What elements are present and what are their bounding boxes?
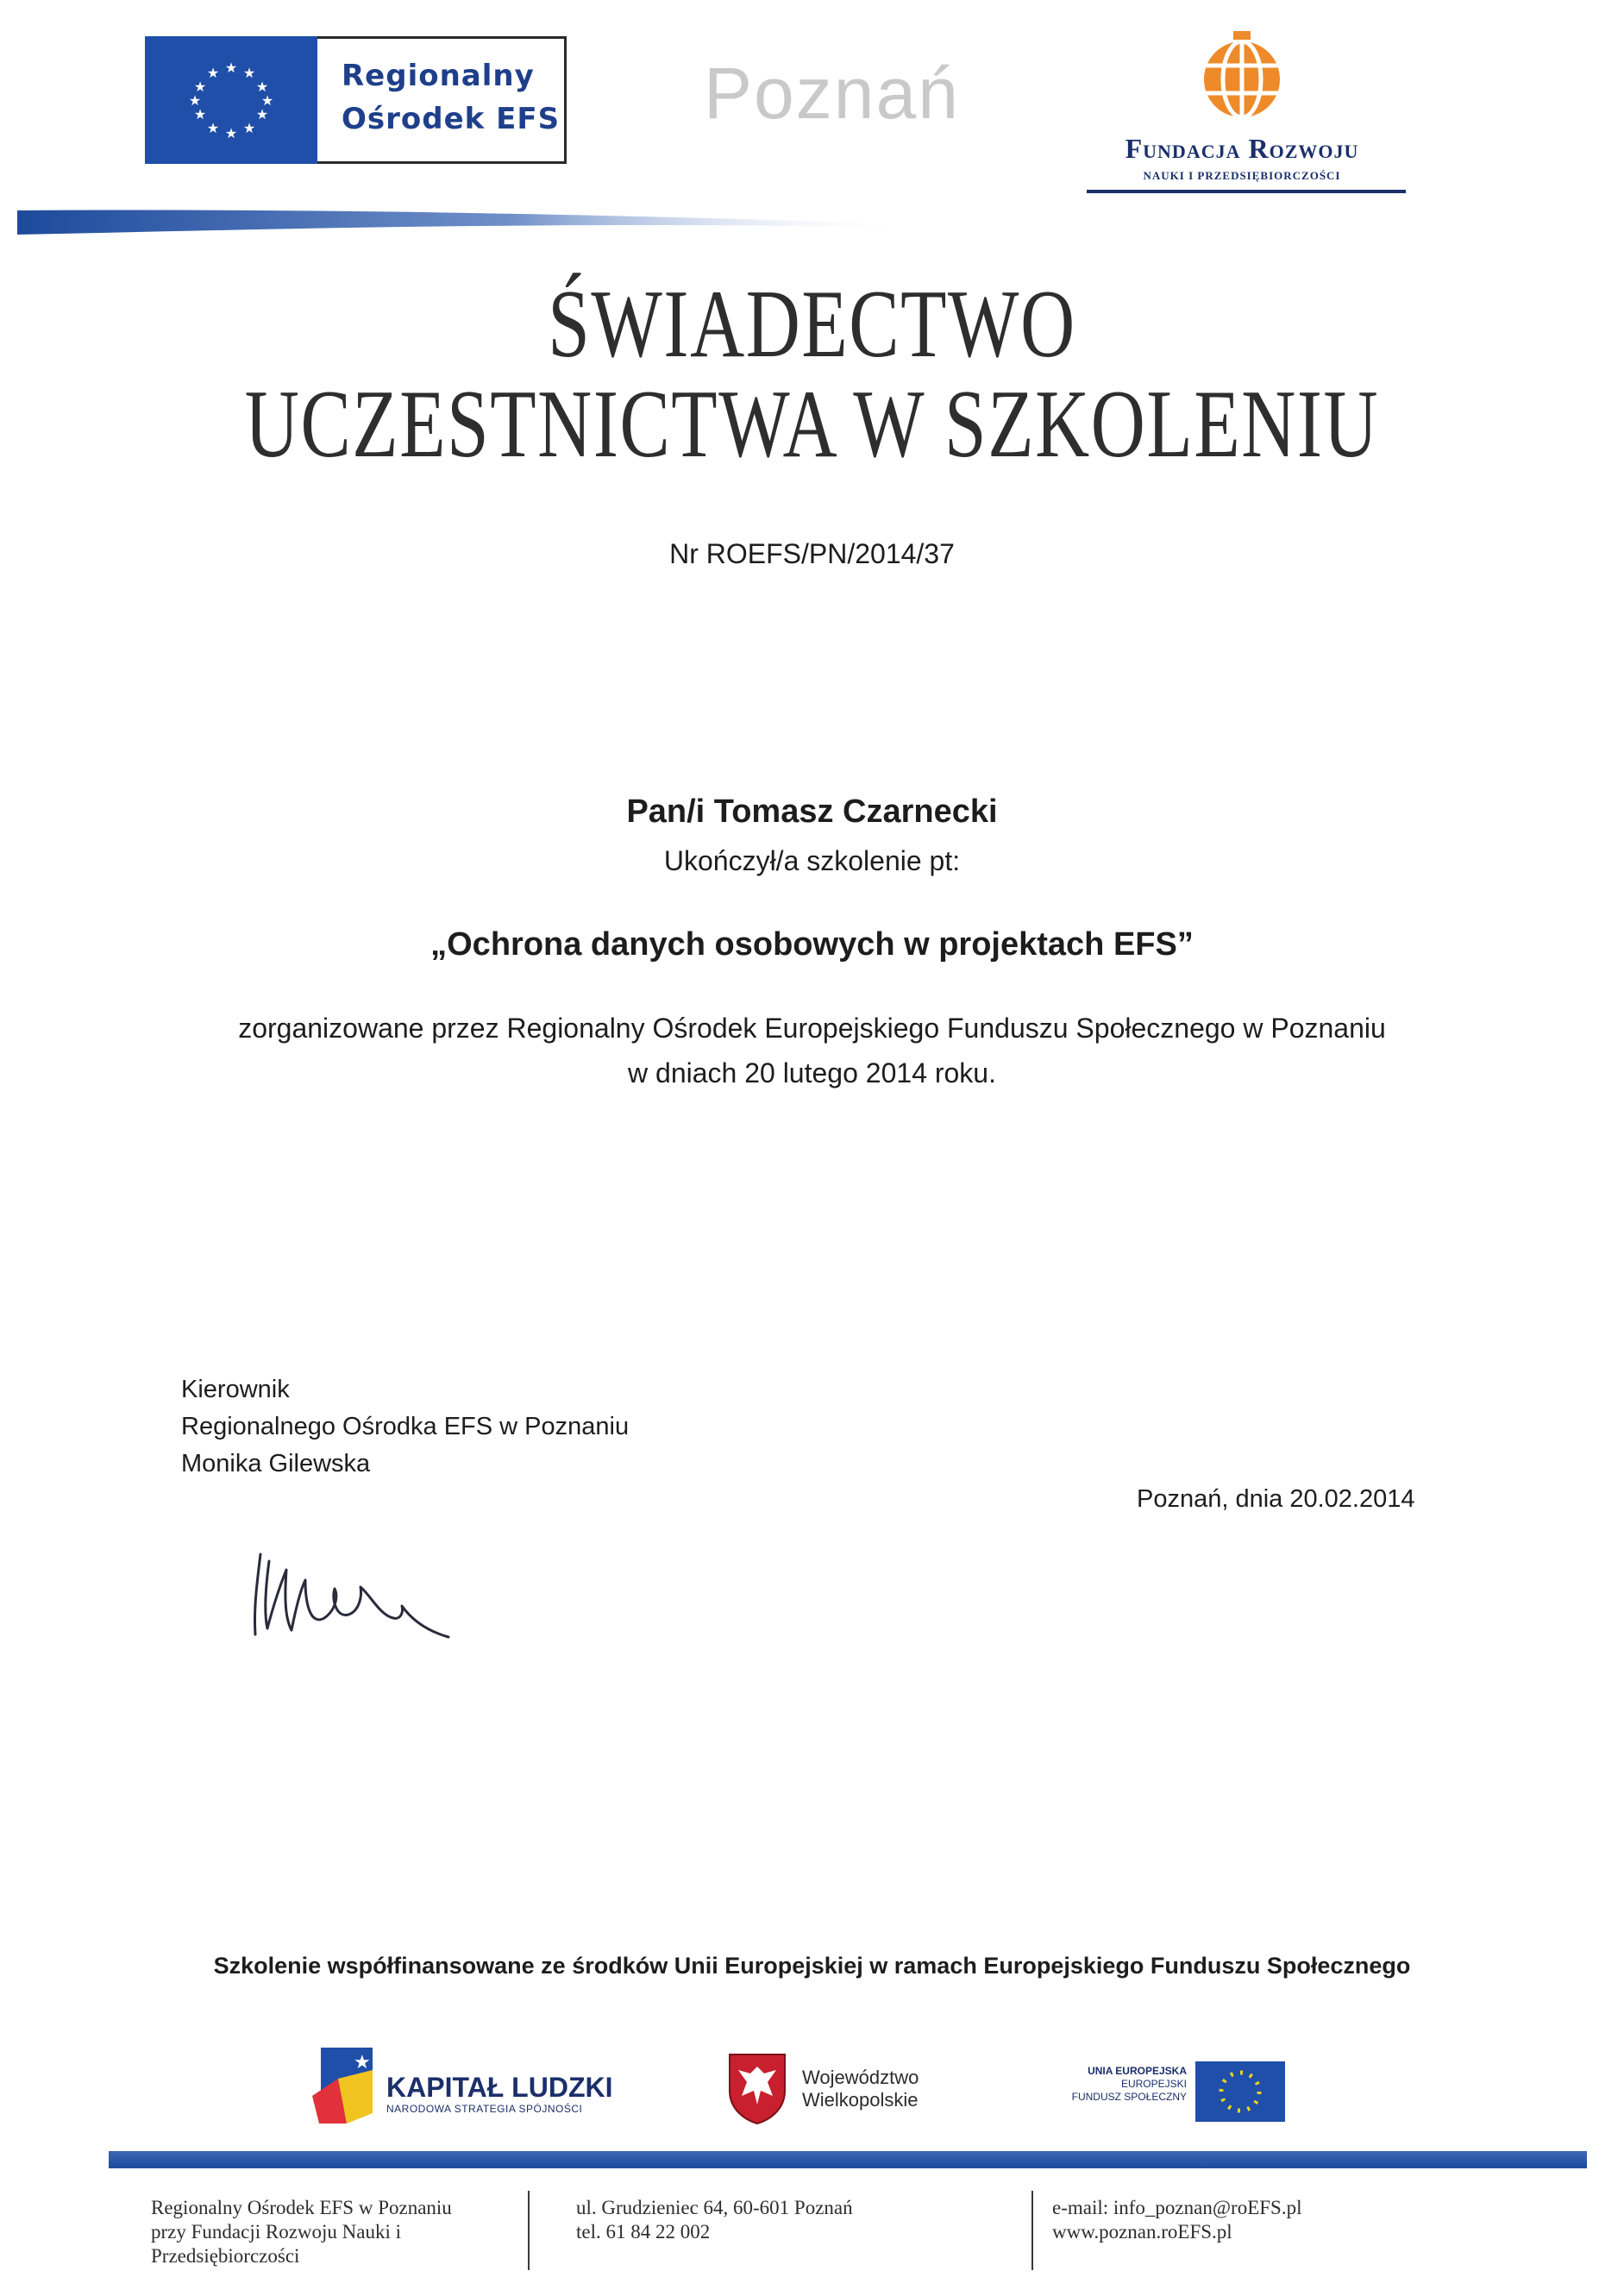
footer-email: e-mail: info_poznan@roEFS.pl xyxy=(1052,2197,1302,2218)
wojewodztwo-line2: Wielkopolskie xyxy=(802,2089,919,2111)
kapital-ludzki-emblem-icon xyxy=(312,2044,378,2123)
foundation-name: Fundacja Rozwoju xyxy=(1125,133,1359,164)
footer-phone: tel. 61 84 22 002 xyxy=(576,2221,711,2243)
kapital-ludzki-subtitle: NARODOWA STRATEGIA SPÓJNOŚCI xyxy=(386,2103,583,2115)
svg-text:★: ★ xyxy=(242,120,256,136)
footer-address-line2: przy Fundacji Rozwoju Nauki i xyxy=(151,2221,402,2243)
roefs-logo-text xyxy=(342,54,560,141)
svg-text:★: ★ xyxy=(242,65,256,81)
svg-text:★: ★ xyxy=(193,78,207,95)
eu-line2: EUROPEJSKI xyxy=(1120,2078,1187,2090)
roefs-logo xyxy=(145,36,567,164)
footer-contact xyxy=(576,2196,853,2244)
foundation-rule xyxy=(1087,190,1406,193)
roefs-logo-line2: Ośrodek EFS xyxy=(342,102,561,136)
svg-text:★: ★ xyxy=(260,92,274,109)
city-watermark: Poznań xyxy=(704,53,960,134)
globe-icon xyxy=(1199,31,1285,126)
certificate-number: Nr ROEFS/PN/2014/37 xyxy=(669,538,955,569)
svg-text:★: ★ xyxy=(354,2052,371,2073)
kapital-ludzki-title: KAPITAŁ LUDZKI xyxy=(386,2072,613,2103)
foundation-subtitle: NAUKI I PRZEDSIĘBIORCZOŚCI xyxy=(1143,169,1341,182)
course-title: „Ochrona danych osobowych w projektach EFS” xyxy=(430,926,1194,963)
wielkopolska-coat-of-arms-icon xyxy=(726,2051,788,2125)
certificate-title-line1: ŚWIADECTWO xyxy=(548,271,1076,378)
footer-bar xyxy=(109,2151,1587,2168)
organizer-text: zorganizowane przez Regionalny Ośrodek Europejskiego Funduszu Społecznego w Poznaniu xyxy=(238,1013,1386,1044)
svg-text:★: ★ xyxy=(255,78,269,95)
eu-social-fund-text xyxy=(1042,2065,1187,2104)
training-dates: w dniach 20 lutego 2014 roku. xyxy=(628,1057,996,1088)
svg-text:★: ★ xyxy=(188,92,202,109)
wojewodztwo-line1: Województwo xyxy=(802,2067,919,2088)
footer-divider xyxy=(528,2191,530,2270)
svg-text:★: ★ xyxy=(206,120,220,136)
eu-line1: UNIA EUROPEJSKA xyxy=(1088,2065,1187,2077)
roefs-logo-line1: Regionalny xyxy=(342,59,535,93)
svg-text:★: ★ xyxy=(255,106,269,122)
header-swoosh-divider xyxy=(17,205,914,240)
eu-flag-icon xyxy=(1195,2061,1285,2122)
wojewodztwo-text xyxy=(802,2067,919,2111)
svg-text:★: ★ xyxy=(206,65,220,81)
eu-flag-icon xyxy=(145,36,317,164)
roefs-logo-frame xyxy=(317,36,567,164)
signatory-role: Kierownik xyxy=(181,1376,290,1403)
completion-text: Ukończył/a szkolenie pt: xyxy=(663,845,961,876)
eu-social-fund-logo xyxy=(1042,2061,1301,2122)
footer-online xyxy=(1052,2196,1301,2244)
signatory-block xyxy=(181,1371,629,1483)
footer-website: www.poznan.roEFS.pl xyxy=(1052,2221,1232,2243)
footer-address-line1: Regionalny Ośrodek EFS w Poznaniu xyxy=(151,2197,452,2218)
signatory-unit: Regionalnego Ośrodka EFS w Poznaniu xyxy=(181,1413,630,1440)
handwritten-signature xyxy=(241,1535,474,1647)
svg-text:★: ★ xyxy=(224,125,238,141)
recipient-name: Pan/i Tomasz Czarnecki xyxy=(626,794,998,830)
footer-address xyxy=(151,2196,452,2268)
svg-text:★: ★ xyxy=(193,106,207,122)
foundation-logo xyxy=(1078,31,1406,204)
footer-divider xyxy=(1031,2191,1033,2270)
certificate-title-line2: UCZESTNICTWA W SZKOLENIU xyxy=(244,371,1380,478)
place-and-date: Poznań, dnia 20.02.2014 xyxy=(1137,1485,1415,1513)
footer-address-line3: Przedsiębiorczości xyxy=(151,2245,300,2267)
svg-text:★: ★ xyxy=(224,60,238,76)
kapital-ludzki-logo xyxy=(312,2044,623,2123)
eu-line3: FUNDUSZ SPOŁECZNY xyxy=(1071,2091,1187,2103)
wojewodztwo-logo xyxy=(726,2051,933,2129)
cofinancing-statement: Szkolenie współfinansowane ze środków Unii Europejskiej w ramach Europejskiego Funduszu Społecznego xyxy=(213,1953,1411,1979)
footer-street: ul. Grudzieniec 64, 60-601 Poznań xyxy=(576,2197,853,2218)
signatory-name: Monika Gilewska xyxy=(181,1450,371,1477)
